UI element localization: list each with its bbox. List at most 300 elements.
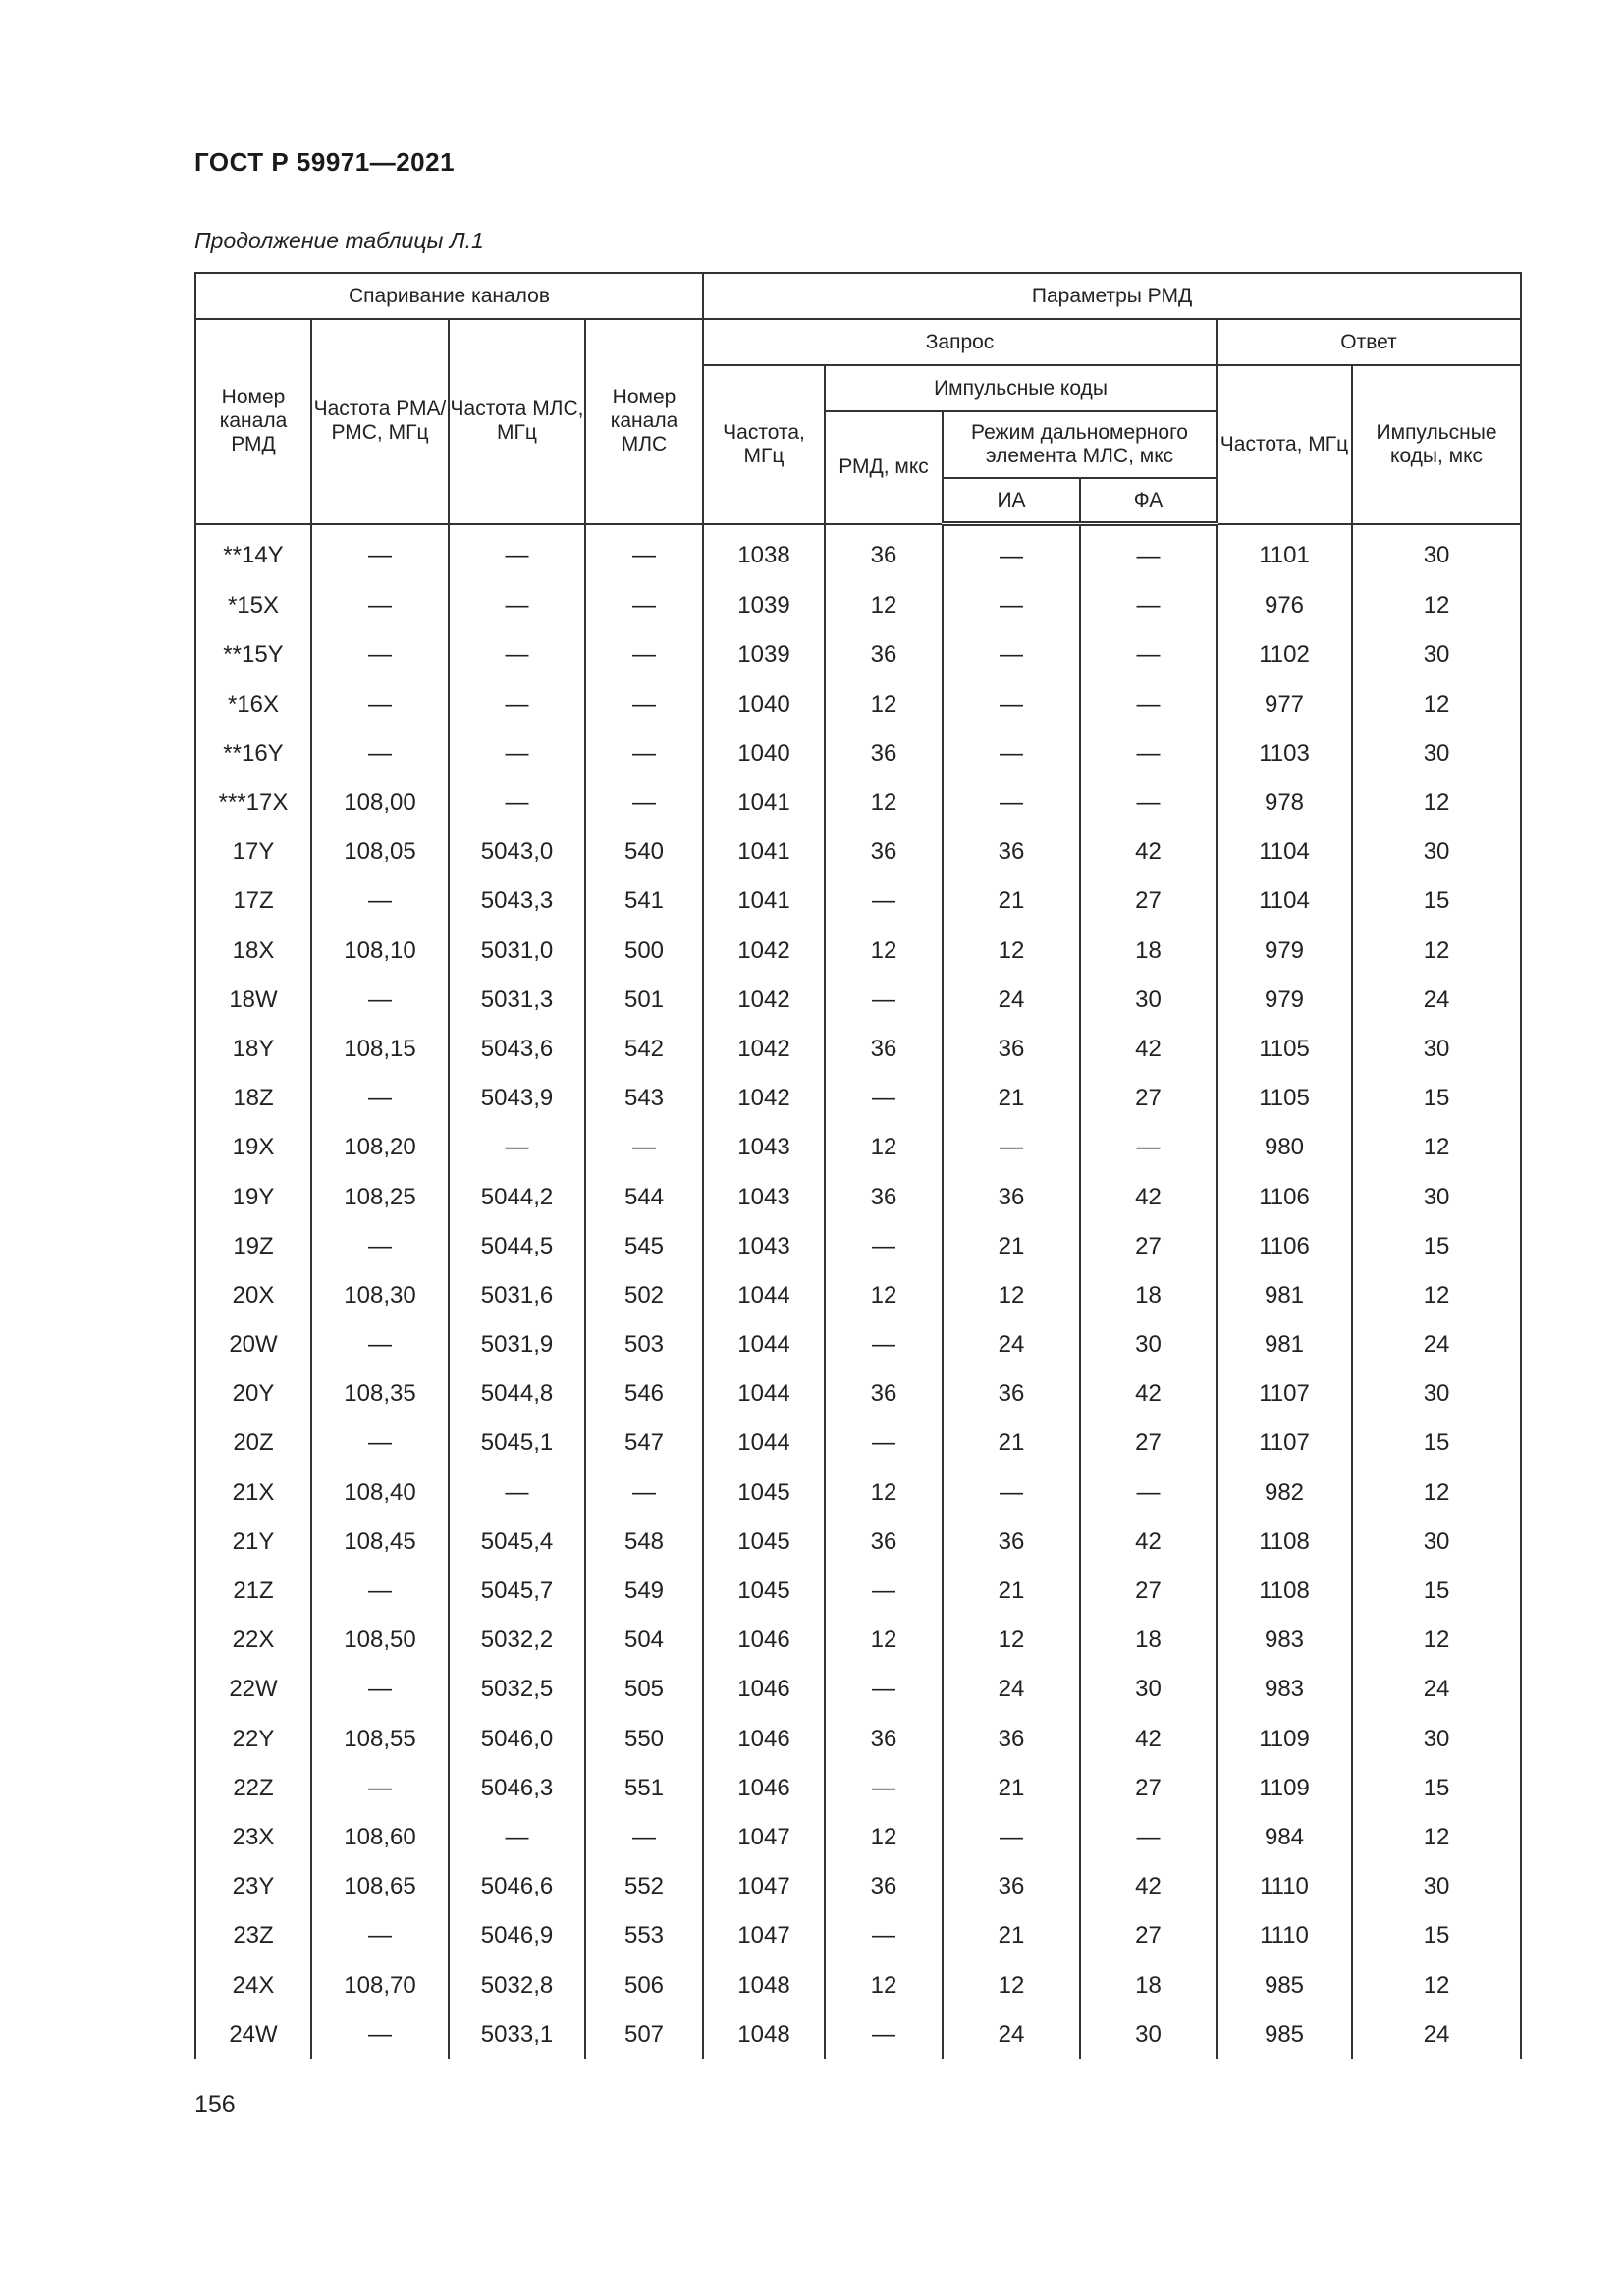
cell-response-freq: 1107 [1217,1418,1352,1468]
cell-mls-freq: 5043,9 [449,1074,585,1123]
cell-mls-freq: 5031,0 [449,927,585,976]
cell-ia: 24 [943,976,1080,1025]
cell-mls-channel: 553 [585,1911,703,1960]
cell-response-codes: 24 [1352,1320,1521,1369]
cell-mls-channel: 549 [585,1567,703,1616]
cell-fa: — [1080,524,1217,582]
cell-response-freq: 984 [1217,1813,1352,1862]
cell-fa: 42 [1080,1518,1217,1567]
cell-vor-freq: — [311,976,449,1025]
cell-vor-freq: 108,45 [311,1518,449,1567]
table-row [195,1222,1521,1271]
cell-dme-channel: 23Z [195,1911,311,1960]
header-group-request: Запрос [703,319,1217,365]
table-row [195,1172,1521,1221]
header-group-pairing: Спаривание каналов [195,273,703,319]
cell-dme-channel: 24W [195,2010,311,2059]
cell-request-freq: 1039 [703,581,825,630]
cell-request-freq: 1043 [703,1123,825,1172]
table-body [195,524,1521,2059]
cell-response-freq: 1104 [1217,828,1352,877]
cell-mls-freq: 5044,5 [449,1222,585,1271]
cell-dme-channel: 19X [195,1123,311,1172]
cell-mls-freq: — [449,524,585,582]
cell-mls-channel: 506 [585,1960,703,2009]
cell-request-freq: 1048 [703,2010,825,2059]
table-row [195,630,1521,679]
cell-response-codes: 30 [1352,1518,1521,1567]
cell-response-freq: 1109 [1217,1715,1352,1764]
cell-vor-freq: — [311,680,449,729]
cell-response-freq: 1108 [1217,1518,1352,1567]
cell-fa: 30 [1080,2010,1217,2059]
cell-mls-freq: 5043,0 [449,828,585,877]
cell-dme-channel: 22W [195,1665,311,1714]
cell-request-freq: 1045 [703,1567,825,1616]
cell-request-freq: 1047 [703,1862,825,1911]
cell-dme-code: 36 [825,1518,943,1567]
cell-ia: 36 [943,1862,1080,1911]
cell-fa: 18 [1080,1271,1217,1320]
table-row [195,828,1521,877]
cell-dme-channel: 20Y [195,1369,311,1418]
cell-mls-freq: 5046,0 [449,1715,585,1764]
cell-vor-freq: 108,15 [311,1025,449,1074]
cell-ia: — [943,1123,1080,1172]
cell-fa: 27 [1080,1222,1217,1271]
cell-fa: 42 [1080,828,1217,877]
cell-mls-freq: 5032,2 [449,1616,585,1665]
cell-request-freq: 1047 [703,1911,825,1960]
cell-fa: 27 [1080,1567,1217,1616]
table-row [195,1123,1521,1172]
cell-dme-code: 12 [825,1616,943,1665]
cell-mls-channel: — [585,1123,703,1172]
cell-response-codes: 12 [1352,1468,1521,1518]
header-col-fa: ФА [1080,478,1217,524]
cell-response-freq: 983 [1217,1665,1352,1714]
cell-vor-freq: — [311,877,449,926]
cell-request-freq: 1039 [703,630,825,679]
cell-response-codes: 24 [1352,1665,1521,1714]
cell-dme-code: 12 [825,1813,943,1862]
header-col-mls-channel: Номер канала МЛС [585,319,703,524]
cell-vor-freq: 108,00 [311,778,449,828]
cell-dme-code: — [825,1665,943,1714]
cell-dme-channel: **16Y [195,729,311,778]
cell-dme-channel: 18Y [195,1025,311,1074]
cell-dme-code: — [825,976,943,1025]
cell-ia: — [943,729,1080,778]
cell-request-freq: 1041 [703,877,825,926]
cell-dme-code: 36 [825,1862,943,1911]
cell-mls-freq: 5046,9 [449,1911,585,1960]
cell-request-freq: 1048 [703,1960,825,2009]
cell-response-codes: 12 [1352,1813,1521,1862]
cell-fa: 42 [1080,1862,1217,1911]
cell-request-freq: 1040 [703,729,825,778]
cell-fa: 27 [1080,877,1217,926]
cell-fa: — [1080,1123,1217,1172]
cell-ia: 12 [943,1271,1080,1320]
cell-mls-channel: 501 [585,976,703,1025]
cell-dme-channel: 18Z [195,1074,311,1123]
cell-response-freq: 1101 [1217,524,1352,582]
cell-mls-freq: 5045,4 [449,1518,585,1567]
cell-dme-code: — [825,1764,943,1813]
cell-response-freq: 982 [1217,1468,1352,1518]
cell-ia: 21 [943,1567,1080,1616]
cell-mls-channel: 542 [585,1025,703,1074]
cell-mls-freq: 5043,6 [449,1025,585,1074]
cell-mls-freq: 5033,1 [449,2010,585,2059]
cell-response-freq: 979 [1217,976,1352,1025]
cell-mls-channel: — [585,1468,703,1518]
cell-dme-code: — [825,1222,943,1271]
cell-vor-freq: 108,35 [311,1369,449,1418]
cell-response-codes: 30 [1352,1715,1521,1764]
cell-mls-channel: 500 [585,927,703,976]
cell-response-freq: 1110 [1217,1862,1352,1911]
table-row [195,1567,1521,1616]
table-caption: Продолжение таблицы Л.1 [194,228,484,253]
cell-response-codes: 12 [1352,927,1521,976]
table-row [195,1665,1521,1714]
cell-dme-channel: *16X [195,680,311,729]
header-col-dme-code: РМД, мкс [825,411,943,524]
cell-dme-channel: 20X [195,1271,311,1320]
cell-dme-channel: 22Z [195,1764,311,1813]
cell-ia: 24 [943,2010,1080,2059]
cell-dme-channel: 21X [195,1468,311,1518]
cell-dme-code: — [825,877,943,926]
cell-vor-freq: — [311,1074,449,1123]
header-col-dme-channel: Номер канала РМД [195,319,311,524]
cell-mls-freq: — [449,1468,585,1518]
cell-mls-channel: 545 [585,1222,703,1271]
cell-response-freq: 977 [1217,680,1352,729]
cell-dme-code: — [825,1567,943,1616]
cell-dme-channel: 19Z [195,1222,311,1271]
cell-dme-code: 36 [825,630,943,679]
header-col-ia: ИА [943,478,1080,524]
table-row [195,1911,1521,1960]
cell-mls-channel: 503 [585,1320,703,1369]
cell-dme-code: — [825,2010,943,2059]
cell-ia: — [943,680,1080,729]
cell-ia: 36 [943,1172,1080,1221]
cell-dme-code: 36 [825,1715,943,1764]
header-col-mls-freq: Частота МЛС, МГц [449,319,585,524]
cell-fa: — [1080,581,1217,630]
cell-ia: 24 [943,1320,1080,1369]
table-row [195,877,1521,926]
cell-ia: 21 [943,1418,1080,1468]
cell-ia: 36 [943,1369,1080,1418]
cell-response-codes: 15 [1352,1418,1521,1468]
table-row [195,1715,1521,1764]
table-row [195,976,1521,1025]
cell-mls-channel: 543 [585,1074,703,1123]
cell-fa: 30 [1080,1665,1217,1714]
cell-dme-code: 12 [825,1960,943,2009]
cell-response-freq: 980 [1217,1123,1352,1172]
cell-dme-channel: 23X [195,1813,311,1862]
cell-fa: — [1080,680,1217,729]
cell-response-freq: 1106 [1217,1222,1352,1271]
cell-vor-freq: 108,60 [311,1813,449,1862]
cell-vor-freq: 108,65 [311,1862,449,1911]
cell-vor-freq: — [311,1418,449,1468]
cell-response-codes: 30 [1352,630,1521,679]
cell-response-freq: 985 [1217,2010,1352,2059]
cell-response-freq: 981 [1217,1271,1352,1320]
cell-mls-channel: 504 [585,1616,703,1665]
cell-response-codes: 15 [1352,1911,1521,1960]
cell-fa: 42 [1080,1369,1217,1418]
cell-request-freq: 1046 [703,1616,825,1665]
page-number: 156 [194,2091,236,2118]
cell-response-codes: 15 [1352,1764,1521,1813]
table-row [195,1025,1521,1074]
cell-vor-freq: 108,30 [311,1271,449,1320]
table-row [195,778,1521,828]
cell-response-freq: 1103 [1217,729,1352,778]
cell-vor-freq: — [311,1320,449,1369]
cell-vor-freq: — [311,1567,449,1616]
cell-ia: 21 [943,877,1080,926]
cell-dme-channel: 18X [195,927,311,976]
cell-dme-code: 36 [825,828,943,877]
header-col-vor-freq: Частота РМА/ РМС, МГц [311,319,449,524]
cell-ia: 36 [943,1518,1080,1567]
table-row [195,680,1521,729]
cell-request-freq: 1046 [703,1715,825,1764]
cell-mls-channel: 505 [585,1665,703,1714]
cell-dme-channel: 22X [195,1616,311,1665]
cell-fa: 30 [1080,1320,1217,1369]
cell-mls-channel: 502 [585,1271,703,1320]
cell-mls-channel: 551 [585,1764,703,1813]
cell-fa: 18 [1080,927,1217,976]
cell-response-freq: 1108 [1217,1567,1352,1616]
cell-mls-freq: 5043,3 [449,877,585,926]
cell-request-freq: 1045 [703,1468,825,1518]
cell-response-freq: 1110 [1217,1911,1352,1960]
cell-dme-code: 12 [825,1271,943,1320]
header-group-mls-mode: Режим дальномерного элемента МЛС, мкс [943,411,1217,478]
cell-request-freq: 1042 [703,927,825,976]
cell-ia: 12 [943,1616,1080,1665]
cell-ia: 21 [943,1911,1080,1960]
cell-ia: — [943,581,1080,630]
cell-mls-channel: 507 [585,2010,703,2059]
cell-response-freq: 976 [1217,581,1352,630]
cell-request-freq: 1041 [703,778,825,828]
cell-ia: 24 [943,1665,1080,1714]
cell-response-codes: 30 [1352,729,1521,778]
cell-dme-channel: **15Y [195,630,311,679]
cell-request-freq: 1043 [703,1222,825,1271]
table-row [195,1369,1521,1418]
cell-response-codes: 24 [1352,976,1521,1025]
table-row [195,1074,1521,1123]
cell-vor-freq: — [311,630,449,679]
cell-vor-freq: — [311,1764,449,1813]
cell-mls-channel: 548 [585,1518,703,1567]
cell-fa: 42 [1080,1025,1217,1074]
header-col-request-freq: Частота, МГц [703,365,825,524]
cell-dme-channel: *15X [195,581,311,630]
cell-response-freq: 1107 [1217,1369,1352,1418]
cell-mls-freq: — [449,729,585,778]
cell-dme-code: — [825,1074,943,1123]
cell-request-freq: 1046 [703,1665,825,1714]
table-row [195,729,1521,778]
cell-mls-freq: 5031,3 [449,976,585,1025]
cell-fa: 30 [1080,976,1217,1025]
cell-dme-code: — [825,1418,943,1468]
cell-fa: 42 [1080,1172,1217,1221]
cell-response-codes: 30 [1352,1862,1521,1911]
cell-fa: 27 [1080,1764,1217,1813]
cell-vor-freq: — [311,581,449,630]
cell-response-codes: 12 [1352,1123,1521,1172]
table-row [195,2010,1521,2059]
cell-mls-freq: — [449,630,585,679]
cell-dme-channel: 21Z [195,1567,311,1616]
cell-mls-freq: — [449,1123,585,1172]
cell-ia: 21 [943,1222,1080,1271]
cell-mls-channel: — [585,778,703,828]
cell-dme-code: 12 [825,1123,943,1172]
cell-response-codes: 12 [1352,581,1521,630]
cell-dme-channel: 20W [195,1320,311,1369]
cell-dme-code: 12 [825,927,943,976]
table-row [195,1320,1521,1369]
table-row [195,1418,1521,1468]
cell-mls-channel: 552 [585,1862,703,1911]
cell-vor-freq: 108,70 [311,1960,449,2009]
cell-ia: 36 [943,828,1080,877]
cell-mls-freq: 5045,7 [449,1567,585,1616]
cell-dme-channel: 19Y [195,1172,311,1221]
cell-request-freq: 1038 [703,524,825,582]
cell-request-freq: 1041 [703,828,825,877]
cell-dme-channel: 22Y [195,1715,311,1764]
cell-mls-freq: 5046,3 [449,1764,585,1813]
cell-fa: — [1080,1813,1217,1862]
cell-mls-channel: 541 [585,877,703,926]
cell-request-freq: 1044 [703,1418,825,1468]
table-row [195,1616,1521,1665]
cell-fa: 27 [1080,1911,1217,1960]
table-header [195,273,1521,524]
table-row [195,1764,1521,1813]
cell-request-freq: 1043 [703,1172,825,1221]
cell-mls-channel: — [585,581,703,630]
cell-response-codes: 30 [1352,1369,1521,1418]
cell-response-codes: 15 [1352,1567,1521,1616]
cell-dme-channel: **14Y [195,524,311,582]
table-row [195,1862,1521,1911]
cell-dme-code: 12 [825,581,943,630]
cell-ia: — [943,1468,1080,1518]
cell-response-freq: 978 [1217,778,1352,828]
cell-dme-code: 12 [825,1468,943,1518]
cell-mls-freq: 5044,2 [449,1172,585,1221]
cell-vor-freq: — [311,1222,449,1271]
cell-ia: 12 [943,1960,1080,2009]
cell-response-freq: 1102 [1217,630,1352,679]
cell-dme-channel: 24X [195,1960,311,2009]
header-col-response-codes: Импульсные коды, мкс [1352,365,1521,524]
cell-dme-channel: 18W [195,976,311,1025]
cell-ia: 12 [943,927,1080,976]
cell-mls-channel: — [585,680,703,729]
cell-dme-code: 12 [825,778,943,828]
cell-mls-channel: 547 [585,1418,703,1468]
cell-ia: — [943,778,1080,828]
cell-request-freq: 1042 [703,1025,825,1074]
cell-response-freq: 985 [1217,1960,1352,2009]
table-row [195,1518,1521,1567]
cell-fa: 18 [1080,1616,1217,1665]
table-row [195,1271,1521,1320]
cell-fa: — [1080,778,1217,828]
cell-fa: — [1080,1468,1217,1518]
cell-mls-channel: — [585,729,703,778]
cell-vor-freq: — [311,1911,449,1960]
cell-fa: 27 [1080,1074,1217,1123]
cell-ia: — [943,630,1080,679]
cell-mls-channel: — [585,630,703,679]
cell-request-freq: 1044 [703,1369,825,1418]
cell-dme-code: 36 [825,1369,943,1418]
cell-fa: 42 [1080,1715,1217,1764]
data-table-container [194,272,1520,2059]
table-row [195,927,1521,976]
cell-dme-code: 36 [825,1172,943,1221]
cell-response-codes: 15 [1352,1222,1521,1271]
cell-dme-channel: 17Z [195,877,311,926]
cell-request-freq: 1046 [703,1764,825,1813]
cell-mls-freq: — [449,1813,585,1862]
cell-response-codes: 12 [1352,1271,1521,1320]
cell-response-codes: 30 [1352,1172,1521,1221]
table-row [195,524,1521,582]
cell-vor-freq: — [311,1665,449,1714]
cell-response-freq: 1105 [1217,1074,1352,1123]
cell-dme-channel: 17Y [195,828,311,877]
cell-fa: 27 [1080,1418,1217,1468]
cell-dme-code: 36 [825,524,943,582]
cell-mls-freq: 5031,6 [449,1271,585,1320]
cell-ia: — [943,524,1080,582]
cell-mls-freq: 5032,5 [449,1665,585,1714]
cell-fa: — [1080,729,1217,778]
cell-response-codes: 12 [1352,1960,1521,2009]
table-row [195,1813,1521,1862]
cell-request-freq: 1044 [703,1320,825,1369]
header-group-pulse-codes: Импульсные коды [825,365,1217,411]
cell-request-freq: 1045 [703,1518,825,1567]
cell-dme-channel: ***17X [195,778,311,828]
cell-fa: 18 [1080,1960,1217,2009]
cell-vor-freq: — [311,2010,449,2059]
table-row [195,1960,1521,2009]
cell-response-freq: 1106 [1217,1172,1352,1221]
